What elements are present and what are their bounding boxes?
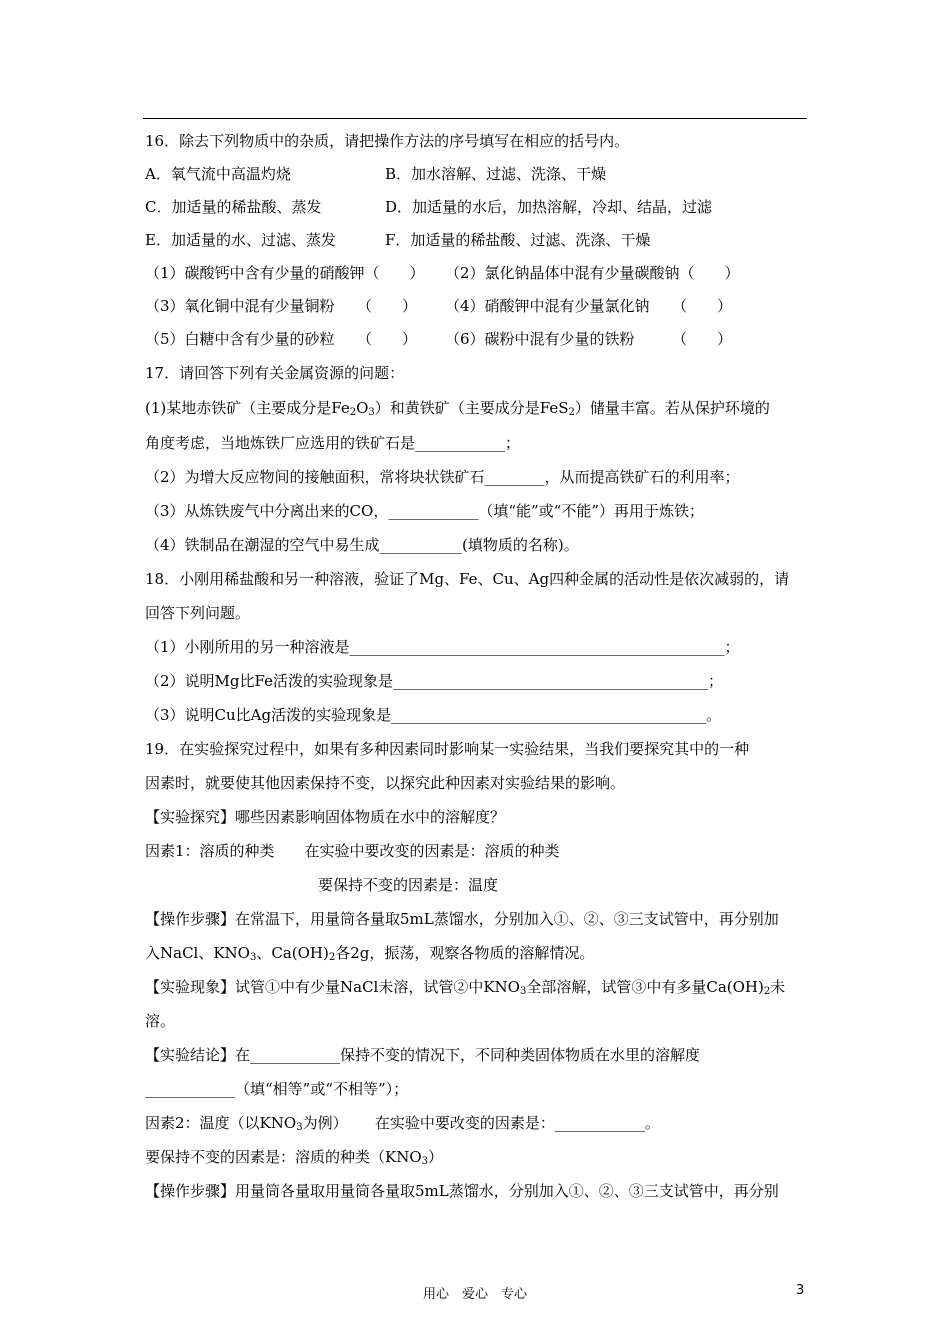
footer-motto: 用心 爱心 专心: [422, 1287, 527, 1302]
header-rule: [143, 118, 807, 119]
q19-step1-line1: 【操作步骤】在常温下，用量筒各量取5mL蒸馏水，分别加入①、②、③三支试管中，再分别加: [145, 910, 779, 928]
q19-explore: 【实验探究】哪些因素影响固体物质在水中的溶解度？: [145, 808, 506, 826]
q18-stem-line1: 18．小刚用稀盐酸和另一种溶液，验证了Mg、Fe、Cu、Ag四种金属的活动性是依次减弱的，请: [145, 570, 790, 588]
q16-stem: 16．除去下列物质中的杂质，请把操作方法的序号填写在相应的括号内。: [145, 132, 630, 150]
q16-option-d: D．加适量的水后，加热溶解，冷却、结晶，过滤: [385, 198, 713, 216]
q16-item-2: （2）氯化钠晶体中混有少量碳酸钠（ ）: [445, 264, 740, 282]
q19-conclusion-line2: ____________（填“相等”或“不相等”）；: [145, 1080, 409, 1098]
q18-part3: （3）说明Cu比Ag活泼的实验现象是__________________________________________。: [145, 706, 722, 724]
q19-step2: 【操作步骤】用量筒各量取用量筒各量取5mL蒸馏水，分别加入①、②、③三支试管中，再分别: [145, 1182, 779, 1200]
q16-option-e: E．加适量的水、过滤、蒸发: [145, 231, 336, 249]
q16-item-3: （3）氧化铜中混有少量铜粉 （ ）: [145, 297, 418, 315]
q16-item-6: （6）碳粉中混有少量的铁粉 （ ）: [445, 330, 733, 348]
q17-part1-line1: (1)某地赤铁矿（主要成分是$Fe_2O_3$）和黄铁矿（主要成分是FeS$_2$）储量丰富。若从保护环境的: [145, 399, 770, 418]
q18-part2: （2）说明Mg比Fe活泼的实验现象是__________________________________________；: [145, 672, 723, 690]
q19-factor2-keep: 要保持不变的因素是：溶质的种类$(KNO_3)$: [145, 1148, 444, 1167]
q19-step1-line2: 入NaCl、$KNO_3$、$Ca(OH)_2$各2g，振荡，观察各物质的溶解情况。: [145, 944, 595, 963]
page-number: 3: [796, 1283, 805, 1298]
q17-stem: 17．请回答下列有关金属资源的问题：: [145, 364, 405, 382]
q17-part4: （4）铁制品在潮湿的空气中易生成___________(填物质的名称)。: [145, 536, 579, 554]
q19-factor2: 因素2：温度（以$KNO_3$为例） 在实验中要改变的因素是：____________。: [145, 1114, 660, 1133]
q19-factor1-keep: 要保持不变的因素是：温度: [318, 876, 499, 894]
q16-item-1: （1）碳酸钙中含有少量的硝酸钾（ ）: [145, 264, 425, 282]
q17-part3: （3）从炼铁废气中分离出来的CO，____________（填“能”或“不能”）再用于炼铁；: [145, 502, 704, 520]
q16-option-f: F．加适量的稀盐酸、过滤、洗涤、干燥: [385, 231, 651, 249]
q19-stem-line2: 因素时，就要使其他因素保持不变，以探究此种因素对实验结果的影响。: [145, 774, 626, 792]
q16-option-b: B．加水溶解、过滤、洗涤、干燥: [385, 165, 607, 183]
q19-factor1: 因素1：溶质的种类 在实验中要改变的因素是：溶质的种类: [145, 842, 560, 860]
q19-phenomenon-line2: 溶。: [145, 1012, 176, 1030]
q16-item-4: （4）硝酸钾中混有少量氯化钠 （ ）: [445, 297, 733, 315]
q17-part2: （2）为增大反应物间的接触面积，常将块状铁矿石________，从而提高铁矿石的利用率；: [145, 468, 740, 486]
q19-conclusion-line1: 【实验结论】在____________保持不变的情况下，不同种类固体物质在水里的溶解度: [145, 1046, 701, 1064]
q16-item-5: （5）白糖中含有少量的砂粒 （ ）: [145, 330, 418, 348]
q18-stem-line2: 回答下列问题。: [145, 604, 251, 622]
q19-stem-line1: 19．在实验探究过程中，如果有多种因素同时影响某一实验结果，当我们要探究其中的一种: [145, 740, 750, 758]
q17-part1-line2: 角度考虑，当地炼铁厂应选用的铁矿石是____________；: [145, 434, 521, 452]
q16-option-c: C．加适量的稀盐酸、蒸发: [145, 198, 322, 216]
q19-phenomenon-line1: 【实验现象】试管①中有少量NaCl未溶，试管②中$KNO_3$全部溶解，试管③中有多量$Ca(OH)_2$未: [145, 978, 786, 997]
q18-part1: （1）小刚所用的另一种溶液是__________________________________________________；: [145, 638, 740, 656]
q16-option-a: A．氧气流中高温灼烧: [145, 165, 291, 183]
